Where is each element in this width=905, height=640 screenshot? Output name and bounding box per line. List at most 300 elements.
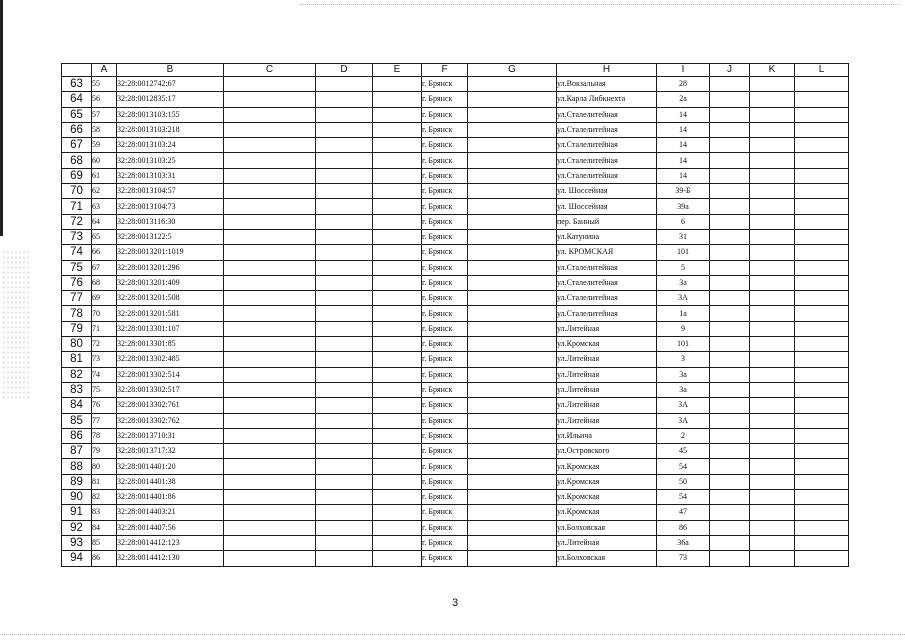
cell-h-street: ул.Сталелитейная — [557, 306, 657, 321]
column-header-c: C — [224, 64, 316, 77]
cell-e — [373, 551, 422, 566]
row-number: 88 — [62, 459, 92, 474]
cell-j — [710, 321, 750, 336]
cell-l — [795, 428, 849, 443]
cell-j — [710, 367, 750, 382]
cell-h-street: ул.Карла Либкнехта — [557, 92, 657, 107]
cell-c — [224, 107, 316, 122]
cell-i-house: 31 — [657, 229, 710, 244]
cell-e — [373, 444, 422, 459]
column-header-row — [62, 64, 849, 77]
row-number: 75 — [62, 260, 92, 275]
cell-f-city: г. Брянск — [422, 306, 468, 321]
cell-a: 79 — [92, 444, 117, 459]
cell-f-city: г. Брянск — [422, 107, 468, 122]
cell-f-city: г. Брянск — [422, 168, 468, 183]
cell-f-city: г. Брянск — [422, 398, 468, 413]
table-row — [62, 122, 849, 137]
cell-d — [316, 77, 373, 92]
cell-a: 85 — [92, 535, 117, 550]
cell-h-street: ул.Сталелитейная — [557, 138, 657, 153]
column-header-i: I — [657, 64, 710, 77]
cell-c — [224, 474, 316, 489]
cell-d — [316, 168, 373, 183]
cell-f-city: г. Брянск — [422, 184, 468, 199]
cell-j — [710, 107, 750, 122]
cell-j — [710, 520, 750, 535]
table-row — [62, 275, 849, 290]
cell-e — [373, 122, 422, 137]
cell-b-cadastral-number: 32:28:0013122:5 — [117, 229, 224, 244]
cell-c — [224, 92, 316, 107]
cell-l — [795, 490, 849, 505]
cell-h-street: ул.Кромская — [557, 459, 657, 474]
cell-f-city: г. Брянск — [422, 490, 468, 505]
cell-l — [795, 107, 849, 122]
cell-j — [710, 92, 750, 107]
cell-h-street: ул.Сталелитейная — [557, 168, 657, 183]
cell-k — [750, 275, 795, 290]
cell-d — [316, 398, 373, 413]
table-row — [62, 184, 849, 199]
cell-b-cadastral-number: 32:28:0013104:57 — [117, 184, 224, 199]
cell-d — [316, 382, 373, 397]
cell-d — [316, 245, 373, 260]
cell-h-street: пер. Банный — [557, 214, 657, 229]
cell-h-street: ул.Сталелитейная — [557, 153, 657, 168]
cell-h-street: ул.Островского — [557, 444, 657, 459]
cell-j — [710, 260, 750, 275]
scan-noise — [2, 250, 30, 400]
cell-h-street: ул.Кромская — [557, 505, 657, 520]
cell-i-house: 39а — [657, 199, 710, 214]
cell-k — [750, 153, 795, 168]
cell-b-cadastral-number: 32:28:0013116:30 — [117, 214, 224, 229]
cell-h-street: ул.Литейная — [557, 413, 657, 428]
cell-a: 71 — [92, 321, 117, 336]
cell-d — [316, 520, 373, 535]
cell-f-city: г. Брянск — [422, 444, 468, 459]
cell-b-cadastral-number: 32:28:0014401:86 — [117, 490, 224, 505]
cell-d — [316, 229, 373, 244]
cell-j — [710, 505, 750, 520]
cell-h-street: ул.Литейная — [557, 398, 657, 413]
cell-i-house: 14 — [657, 138, 710, 153]
cell-l — [795, 520, 849, 535]
cell-b-cadastral-number: 32:28:0013201:1019 — [117, 245, 224, 260]
cell-j — [710, 459, 750, 474]
cell-a: 78 — [92, 428, 117, 443]
table-row — [62, 474, 849, 489]
cell-k — [750, 474, 795, 489]
cell-c — [224, 444, 316, 459]
cell-c — [224, 138, 316, 153]
column-header-a: A — [92, 64, 117, 77]
cell-k — [750, 291, 795, 306]
table-row — [62, 153, 849, 168]
cell-j — [710, 382, 750, 397]
cell-c — [224, 77, 316, 92]
cell-h-street: ул.Кромская — [557, 490, 657, 505]
cell-g — [468, 229, 557, 244]
cell-h-street: ул.Болховская — [557, 520, 657, 535]
cell-k — [750, 245, 795, 260]
cell-h-street: ул. Шоссейная — [557, 184, 657, 199]
cell-g — [468, 474, 557, 489]
cell-l — [795, 153, 849, 168]
cell-g — [468, 199, 557, 214]
cell-a: 83 — [92, 505, 117, 520]
cell-a: 67 — [92, 260, 117, 275]
cell-k — [750, 214, 795, 229]
cell-l — [795, 551, 849, 566]
cell-a: 68 — [92, 275, 117, 290]
cell-b-cadastral-number: 32:28:0013710:31 — [117, 428, 224, 443]
cell-b-cadastral-number: 32:28:0014403:21 — [117, 505, 224, 520]
cell-h-street: ул.Ильича — [557, 428, 657, 443]
cell-h-street: ул.Вокзальная — [557, 77, 657, 92]
cell-b-cadastral-number: 32:28:0013302:761 — [117, 398, 224, 413]
cell-e — [373, 367, 422, 382]
cell-g — [468, 153, 557, 168]
cell-c — [224, 398, 316, 413]
cell-e — [373, 77, 422, 92]
table-row — [62, 535, 849, 550]
cell-f-city: г. Брянск — [422, 382, 468, 397]
cell-k — [750, 535, 795, 550]
cell-g — [468, 490, 557, 505]
row-number: 73 — [62, 229, 92, 244]
cell-b-cadastral-number: 32:28:0013302:762 — [117, 413, 224, 428]
cell-j — [710, 122, 750, 137]
cell-g — [468, 551, 557, 566]
table-body — [62, 77, 849, 567]
cell-c — [224, 275, 316, 290]
spreadsheet-table — [61, 63, 849, 567]
cell-d — [316, 551, 373, 566]
cell-e — [373, 398, 422, 413]
row-number: 94 — [62, 551, 92, 566]
table-row — [62, 382, 849, 397]
cell-g — [468, 367, 557, 382]
cell-l — [795, 367, 849, 382]
cell-j — [710, 337, 750, 352]
column-header-k: K — [750, 64, 795, 77]
cell-a: 73 — [92, 352, 117, 367]
row-number: 79 — [62, 321, 92, 336]
cell-e — [373, 168, 422, 183]
cell-c — [224, 367, 316, 382]
row-number: 92 — [62, 520, 92, 535]
cell-k — [750, 92, 795, 107]
cell-f-city: г. Брянск — [422, 138, 468, 153]
table-row — [62, 260, 849, 275]
cell-k — [750, 551, 795, 566]
cell-i-house: 73 — [657, 551, 710, 566]
cell-l — [795, 122, 849, 137]
table-row — [62, 459, 849, 474]
row-number: 84 — [62, 398, 92, 413]
cell-i-house: 86 — [657, 520, 710, 535]
cell-h-street: ул.Кромская — [557, 474, 657, 489]
column-header-j: J — [710, 64, 750, 77]
cell-a: 76 — [92, 398, 117, 413]
cell-j — [710, 474, 750, 489]
table-row — [62, 92, 849, 107]
cell-i-house: 3а — [657, 382, 710, 397]
cell-l — [795, 459, 849, 474]
cell-h-street: ул.Сталелитейная — [557, 275, 657, 290]
cell-b-cadastral-number: 32:28:0013103:25 — [117, 153, 224, 168]
cell-a: 86 — [92, 551, 117, 566]
cell-i-house: 9 — [657, 321, 710, 336]
cell-f-city: г. Брянск — [422, 474, 468, 489]
row-number: 89 — [62, 474, 92, 489]
cell-g — [468, 459, 557, 474]
cell-e — [373, 291, 422, 306]
cell-e — [373, 413, 422, 428]
scan-margin-bar — [0, 0, 3, 236]
cell-d — [316, 306, 373, 321]
cell-k — [750, 382, 795, 397]
cell-c — [224, 168, 316, 183]
table-row — [62, 520, 849, 535]
table-row — [62, 490, 849, 505]
cell-e — [373, 260, 422, 275]
table-row — [62, 444, 849, 459]
cell-g — [468, 168, 557, 183]
cell-k — [750, 138, 795, 153]
cell-b-cadastral-number: 32:28:0013103:24 — [117, 138, 224, 153]
cell-a: 62 — [92, 184, 117, 199]
cell-f-city: г. Брянск — [422, 229, 468, 244]
cell-g — [468, 428, 557, 443]
cell-l — [795, 291, 849, 306]
cell-j — [710, 490, 750, 505]
cell-g — [468, 92, 557, 107]
cell-f-city: г. Брянск — [422, 275, 468, 290]
cell-e — [373, 199, 422, 214]
cell-i-house: 2а — [657, 92, 710, 107]
row-number: 82 — [62, 367, 92, 382]
cell-f-city: г. Брянск — [422, 77, 468, 92]
row-number: 81 — [62, 352, 92, 367]
cell-h-street: ул.Сталелитейная — [557, 291, 657, 306]
cell-c — [224, 214, 316, 229]
cell-k — [750, 260, 795, 275]
cell-b-cadastral-number: 32:28:0013302:485 — [117, 352, 224, 367]
cell-b-cadastral-number: 32:28:0014407:56 — [117, 520, 224, 535]
cell-i-house: 36а — [657, 535, 710, 550]
cell-g — [468, 107, 557, 122]
cell-b-cadastral-number: 32:28:0014412:123 — [117, 535, 224, 550]
cell-e — [373, 92, 422, 107]
cell-g — [468, 122, 557, 137]
cell-i-house: 14 — [657, 153, 710, 168]
table-row — [62, 352, 849, 367]
cell-b-cadastral-number: 32:28:0014401:20 — [117, 459, 224, 474]
cell-d — [316, 275, 373, 290]
row-number: 80 — [62, 337, 92, 352]
cell-k — [750, 352, 795, 367]
cell-g — [468, 321, 557, 336]
row-number: 65 — [62, 107, 92, 122]
cell-k — [750, 184, 795, 199]
cell-k — [750, 306, 795, 321]
cell-d — [316, 459, 373, 474]
cell-k — [750, 413, 795, 428]
row-number: 76 — [62, 275, 92, 290]
cell-b-cadastral-number: 32:28:0013717:32 — [117, 444, 224, 459]
cell-h-street: ул.Литейная — [557, 352, 657, 367]
column-header-e: E — [373, 64, 422, 77]
row-number: 83 — [62, 382, 92, 397]
cell-a: 55 — [92, 77, 117, 92]
page-number: 3 — [452, 597, 459, 609]
cell-d — [316, 184, 373, 199]
cell-h-street: ул.Сталелитейная — [557, 122, 657, 137]
cell-a: 63 — [92, 199, 117, 214]
cell-l — [795, 321, 849, 336]
cell-e — [373, 490, 422, 505]
cell-h-street: ул.Кромская — [557, 337, 657, 352]
cell-g — [468, 337, 557, 352]
cell-l — [795, 92, 849, 107]
cell-c — [224, 153, 316, 168]
cell-a: 61 — [92, 168, 117, 183]
cell-a: 65 — [92, 229, 117, 244]
cell-l — [795, 413, 849, 428]
cell-d — [316, 505, 373, 520]
cell-a: 70 — [92, 306, 117, 321]
cell-a: 74 — [92, 367, 117, 382]
cell-j — [710, 428, 750, 443]
row-number: 87 — [62, 444, 92, 459]
cell-j — [710, 77, 750, 92]
cell-k — [750, 168, 795, 183]
table-row — [62, 107, 849, 122]
scan-artifact-top — [300, 4, 900, 6]
cell-k — [750, 107, 795, 122]
table-row — [62, 428, 849, 443]
cell-l — [795, 352, 849, 367]
cell-j — [710, 352, 750, 367]
cell-k — [750, 490, 795, 505]
cell-j — [710, 275, 750, 290]
cell-k — [750, 520, 795, 535]
cell-d — [316, 474, 373, 489]
table-row — [62, 168, 849, 183]
cell-c — [224, 352, 316, 367]
cell-l — [795, 474, 849, 489]
cell-g — [468, 520, 557, 535]
cell-k — [750, 459, 795, 474]
cell-f-city: г. Брянск — [422, 428, 468, 443]
cell-e — [373, 535, 422, 550]
row-number: 91 — [62, 505, 92, 520]
cell-b-cadastral-number: 32:28:0014412:130 — [117, 551, 224, 566]
cell-c — [224, 291, 316, 306]
cell-k — [750, 444, 795, 459]
cell-c — [224, 551, 316, 566]
cell-d — [316, 107, 373, 122]
cell-j — [710, 398, 750, 413]
cell-a: 80 — [92, 459, 117, 474]
cell-g — [468, 214, 557, 229]
cell-d — [316, 214, 373, 229]
cell-c — [224, 199, 316, 214]
cell-b-cadastral-number: 32:28:0013103:155 — [117, 107, 224, 122]
cell-i-house: 6 — [657, 214, 710, 229]
cell-f-city: г. Брянск — [422, 260, 468, 275]
cell-a: 84 — [92, 520, 117, 535]
cell-l — [795, 168, 849, 183]
column-header-g: G — [468, 64, 557, 77]
cell-e — [373, 428, 422, 443]
cell-f-city: г. Брянск — [422, 153, 468, 168]
cell-f-city: г. Брянск — [422, 535, 468, 550]
cell-g — [468, 398, 557, 413]
cell-e — [373, 382, 422, 397]
cell-h-street: ул.Литейная — [557, 382, 657, 397]
table-row — [62, 413, 849, 428]
cell-b-cadastral-number: 32:28:0013201:581 — [117, 306, 224, 321]
cell-c — [224, 122, 316, 137]
cell-e — [373, 306, 422, 321]
cell-e — [373, 245, 422, 260]
cell-b-cadastral-number: 32:28:0013301:107 — [117, 321, 224, 336]
cell-l — [795, 535, 849, 550]
cell-d — [316, 444, 373, 459]
cell-e — [373, 214, 422, 229]
column-header-f: F — [422, 64, 468, 77]
cell-g — [468, 444, 557, 459]
cell-c — [224, 413, 316, 428]
cell-l — [795, 306, 849, 321]
cell-f-city: г. Брянск — [422, 214, 468, 229]
cell-k — [750, 367, 795, 382]
cell-i-house: 5 — [657, 260, 710, 275]
cell-i-house: 3а — [657, 275, 710, 290]
cell-g — [468, 382, 557, 397]
cell-e — [373, 275, 422, 290]
cell-b-cadastral-number: 32:28:0013104:73 — [117, 199, 224, 214]
cell-d — [316, 367, 373, 382]
cell-b-cadastral-number: 32:28:0013201:409 — [117, 275, 224, 290]
cell-l — [795, 505, 849, 520]
cell-j — [710, 168, 750, 183]
cell-h-street: ул.Литейная — [557, 535, 657, 550]
cell-j — [710, 214, 750, 229]
row-number: 77 — [62, 291, 92, 306]
row-number: 64 — [62, 92, 92, 107]
table-row — [62, 291, 849, 306]
cell-g — [468, 535, 557, 550]
cell-e — [373, 459, 422, 474]
row-number: 68 — [62, 153, 92, 168]
cell-c — [224, 490, 316, 505]
cell-f-city: г. Брянск — [422, 352, 468, 367]
row-number: 70 — [62, 184, 92, 199]
cell-f-city: г. Брянск — [422, 367, 468, 382]
table-row — [62, 505, 849, 520]
cell-h-street: ул.Сталелитейная — [557, 260, 657, 275]
cell-i-house: 54 — [657, 490, 710, 505]
table-row — [62, 229, 849, 244]
cell-e — [373, 474, 422, 489]
cell-k — [750, 505, 795, 520]
cell-d — [316, 153, 373, 168]
